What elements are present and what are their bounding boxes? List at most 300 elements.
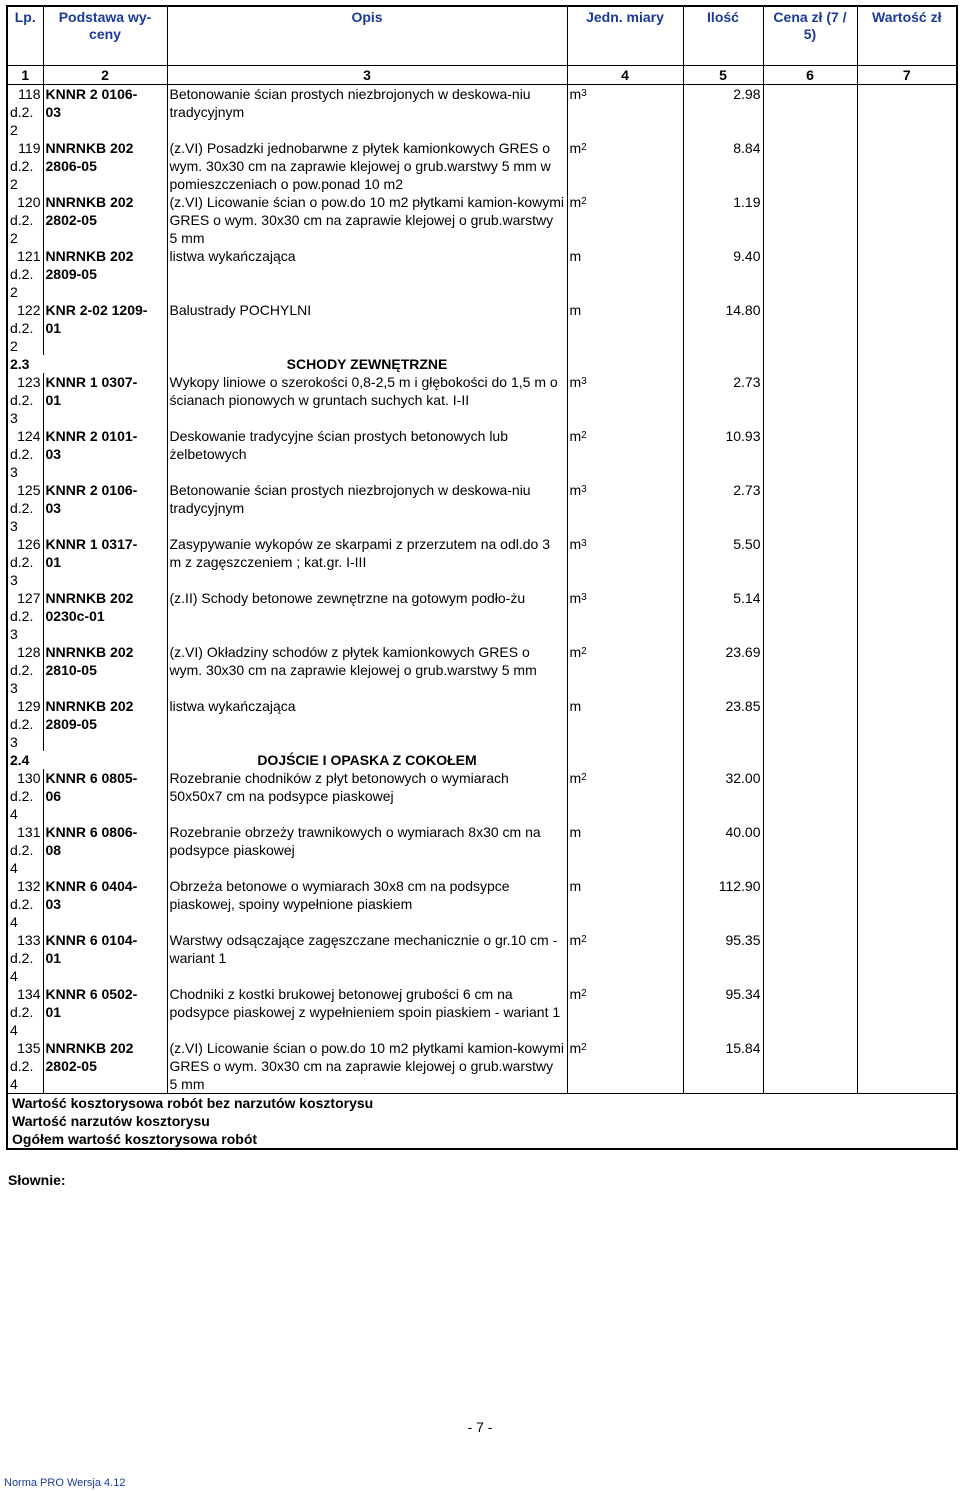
row-value <box>857 373 957 427</box>
row-value <box>857 535 957 589</box>
row-unit <box>567 877 683 931</box>
row-description: Deskowanie tradycyjne ścian prostych betonowych lub żelbetowych <box>167 427 567 481</box>
section-title: SCHODY ZEWNĘTRZNE <box>167 355 567 373</box>
row-price <box>763 877 857 931</box>
row-quantity: 5.14 <box>683 589 763 643</box>
column-number: 4 <box>567 66 683 85</box>
row-lp-section: d.2. <box>10 212 34 228</box>
row-lp-number: 129 <box>17 698 41 714</box>
row-basis-position: 2802-05 <box>45 212 97 228</box>
row-basis-position: 01 <box>45 950 62 966</box>
row-lp-subsection: 3 <box>10 410 18 426</box>
row-lp-section: d.2. <box>10 1058 34 1074</box>
software-footer: Norma PRO Wersja 4.12 <box>4 1477 126 1489</box>
section-title: DOJŚCIE I OPASKA Z COKOŁEM <box>167 751 567 769</box>
row-unit-base: m <box>569 1040 582 1056</box>
table-body <box>7 85 957 1094</box>
row-lp-section: d.2. <box>10 788 34 804</box>
row-unit <box>567 823 683 877</box>
row-basis-catalog: NNRNKB 202 <box>45 644 134 660</box>
row-value <box>857 931 957 985</box>
row-quantity: 10.93 <box>683 427 763 481</box>
row-price <box>763 1039 857 1094</box>
row-price <box>763 139 857 193</box>
row-unit-base: m <box>569 986 582 1002</box>
row-quantity: 5.50 <box>683 535 763 589</box>
row-basis <box>43 301 167 355</box>
row-value <box>857 697 957 751</box>
row-basis <box>43 373 167 427</box>
row-price <box>763 769 857 823</box>
row-lp-section: d.2. <box>10 662 34 678</box>
row-lp-number: 132 <box>17 878 41 894</box>
row-description: listwa wykańczająca <box>167 247 567 301</box>
row-basis-catalog: KNNR 2 0106- <box>45 86 138 102</box>
header-unit: Jedn. miary <box>567 6 683 66</box>
row-lp-section: d.2. <box>10 158 34 174</box>
row-lp-number: 118 <box>18 86 41 102</box>
row-unit-base: m <box>569 824 582 840</box>
row-lp <box>7 373 43 427</box>
row-lp-number: 133 <box>17 932 41 948</box>
row-basis <box>43 193 167 247</box>
row-lp-number: 128 <box>17 644 41 660</box>
row-description: Warstwy odsączające zagęszczane mechanicznie o gr.10 cm - wariant 1 <box>167 931 567 985</box>
summary-label: Ogółem wartość kosztorysowa robót <box>7 1130 957 1149</box>
row-basis-catalog: KNNR 6 0404- <box>45 878 138 894</box>
row-value <box>857 193 957 247</box>
row-unit <box>567 193 683 247</box>
row-basis-position: 03 <box>45 500 62 516</box>
row-description: (z.II) Schody betonowe zewnętrzne na gotowym podło-żu <box>167 589 567 643</box>
row-lp-section: d.2. <box>10 608 34 624</box>
row-description: Zasypywanie wykopów ze skarpami z przerzutem na odl.do 3 m z zagęszczeniem ; kat.gr. I-III <box>167 535 567 589</box>
row-value <box>857 823 957 877</box>
row-quantity: 32.00 <box>683 769 763 823</box>
row-basis-catalog: KNNR 6 0502- <box>45 986 138 1002</box>
row-lp <box>7 877 43 931</box>
table-row <box>7 373 957 427</box>
row-quantity: 40.00 <box>683 823 763 877</box>
row-description: Chodniki z kostki brukowej betonowej grubości 6 cm na podsypce piaskowej z wypełnieniem spoin piaskiem - wariant 1 <box>167 985 567 1039</box>
row-description: Wykopy liniowe o szerokości 0,8-2,5 m i głębokości do 1,5 m o ścianach pionowych w gruntach suchych kat. I-II <box>167 373 567 427</box>
row-lp-number: 125 <box>17 482 41 498</box>
row-value <box>857 643 957 697</box>
summary-body <box>7 1094 957 1150</box>
row-basis-catalog: NNRNKB 202 <box>45 590 134 606</box>
row-basis <box>43 589 167 643</box>
row-basis <box>43 643 167 697</box>
row-unit-base: m <box>569 374 582 390</box>
row-basis-catalog: KNNR 6 0806- <box>45 824 138 840</box>
row-unit-base: m <box>569 482 582 498</box>
row-lp-section: d.2. <box>10 554 34 570</box>
row-basis-position: 2810-05 <box>45 662 97 678</box>
table-row <box>7 769 957 823</box>
row-basis-position: 2806-05 <box>45 158 97 174</box>
row-lp-section: d.2. <box>10 950 34 966</box>
row-unit <box>567 247 683 301</box>
row-lp <box>7 85 43 140</box>
empty-cell <box>567 355 683 373</box>
row-lp <box>7 139 43 193</box>
row-basis-catalog: KNNR 1 0317- <box>45 536 138 552</box>
row-unit <box>567 535 683 589</box>
table-row <box>7 643 957 697</box>
section-header-row <box>7 751 957 769</box>
row-lp <box>7 985 43 1039</box>
table-row <box>7 481 957 535</box>
section-header-row <box>7 355 957 373</box>
row-lp-number: 135 <box>17 1040 41 1056</box>
row-price <box>763 931 857 985</box>
row-basis-catalog: KNNR 1 0307- <box>45 374 138 390</box>
row-price <box>763 643 857 697</box>
row-basis <box>43 247 167 301</box>
row-basis <box>43 877 167 931</box>
row-lp-subsection: 2 <box>10 284 18 300</box>
row-unit <box>567 85 683 140</box>
header-basis: Podstawa wy-ceny <box>43 6 167 66</box>
row-quantity: 2.98 <box>683 85 763 140</box>
row-unit-base: m <box>569 770 582 786</box>
row-quantity: 1.19 <box>683 193 763 247</box>
row-lp-subsection: 2 <box>10 122 18 138</box>
row-lp-number: 126 <box>17 536 41 552</box>
table-header-row <box>7 6 957 66</box>
row-unit-base: m <box>569 932 582 948</box>
row-unit <box>567 301 683 355</box>
summary-label: Wartość narzutów kosztorysu <box>7 1112 957 1130</box>
row-lp-subsection: 4 <box>10 860 18 876</box>
row-price <box>763 247 857 301</box>
table-row <box>7 427 957 481</box>
row-lp-number: 131 <box>17 824 41 840</box>
section-number: 2.3 <box>7 355 167 373</box>
row-lp-subsection: 4 <box>10 806 18 822</box>
row-basis-catalog: KNNR 2 0106- <box>45 482 138 498</box>
row-price <box>763 697 857 751</box>
row-lp-number: 134 <box>17 986 41 1002</box>
row-basis-position: 2809-05 <box>45 716 97 732</box>
row-description: (z.VI) Licowanie ścian o pow.do 10 m2 płytkami kamion-kowymi GRES o wym. 30x30 cm na zaprawie klejowej o grub.warstwy 5 mm <box>167 193 567 247</box>
row-basis-position: 03 <box>45 446 62 462</box>
row-unit-base: m <box>569 698 582 714</box>
row-lp-subsection: 4 <box>10 968 18 984</box>
row-basis-catalog: NNRNKB 202 <box>45 698 134 714</box>
empty-cell <box>763 751 857 769</box>
header-qty: Ilość <box>683 6 763 66</box>
summary-row <box>7 1112 957 1130</box>
row-value <box>857 481 957 535</box>
summary-label: Wartość kosztorysowa robót bez narzutów kosztorysu <box>7 1094 957 1113</box>
empty-cell <box>567 751 683 769</box>
row-basis-position: 01 <box>45 554 62 570</box>
row-unit-exponent: 2 <box>581 988 587 999</box>
row-unit-exponent: 2 <box>581 196 587 207</box>
row-lp <box>7 1039 43 1094</box>
row-basis-position: 2802-05 <box>45 1058 97 1074</box>
row-description: Rozebranie chodników z płyt betonowych o wymiarach 50x50x7 cm na podsypce piaskowej <box>167 769 567 823</box>
row-lp-section: d.2. <box>10 716 34 732</box>
row-basis <box>43 535 167 589</box>
row-unit-exponent: 3 <box>581 484 587 495</box>
row-value <box>857 301 957 355</box>
row-basis-position: 0230c-01 <box>45 608 105 624</box>
row-basis-catalog: NNRNKB 202 <box>45 1040 134 1056</box>
row-description: (z.VI) Licowanie ścian o pow.do 10 m2 płytkami kamion-kowymi GRES o wym. 30x30 cm na zaprawie klejowej o grub.warstwy 5 mm <box>167 1039 567 1094</box>
empty-cell <box>683 751 763 769</box>
row-lp <box>7 301 43 355</box>
row-value <box>857 589 957 643</box>
row-lp-section: d.2. <box>10 842 34 858</box>
row-basis-position: 01 <box>45 1004 62 1020</box>
row-unit-base: m <box>569 302 582 318</box>
row-unit-exponent: 3 <box>581 88 587 99</box>
table-row <box>7 697 957 751</box>
row-lp-subsection: 3 <box>10 734 18 750</box>
row-basis-position: 2809-05 <box>45 266 97 282</box>
row-lp <box>7 247 43 301</box>
row-price <box>763 589 857 643</box>
row-lp-subsection: 2 <box>10 176 18 192</box>
row-lp-subsection: 4 <box>10 1076 18 1092</box>
row-basis-catalog: KNNR 2 0101- <box>45 428 138 444</box>
row-lp-number: 130 <box>17 770 41 786</box>
row-value <box>857 247 957 301</box>
table-row <box>7 85 957 140</box>
summary-row <box>7 1094 957 1113</box>
row-quantity: 8.84 <box>683 139 763 193</box>
row-quantity: 9.40 <box>683 247 763 301</box>
row-basis-position: 01 <box>45 392 62 408</box>
row-basis <box>43 481 167 535</box>
section-number: 2.4 <box>7 751 167 769</box>
row-unit-exponent: 2 <box>581 934 587 945</box>
table-row <box>7 1039 957 1094</box>
row-quantity: 23.69 <box>683 643 763 697</box>
row-lp-number: 122 <box>17 302 41 318</box>
row-lp-section: d.2. <box>10 446 34 462</box>
row-lp <box>7 769 43 823</box>
row-lp-section: d.2. <box>10 320 34 336</box>
row-quantity: 23.85 <box>683 697 763 751</box>
row-unit <box>567 373 683 427</box>
row-price <box>763 373 857 427</box>
row-quantity: 95.35 <box>683 931 763 985</box>
empty-cell <box>763 355 857 373</box>
header-desc: Opis <box>167 6 567 66</box>
row-basis-position: 01 <box>45 320 62 336</box>
row-lp-subsection: 4 <box>10 1022 18 1038</box>
row-lp <box>7 481 43 535</box>
row-lp-number: 119 <box>18 140 41 156</box>
row-basis <box>43 769 167 823</box>
column-number: 5 <box>683 66 763 85</box>
row-lp-subsection: 3 <box>10 626 18 642</box>
table-row <box>7 877 957 931</box>
row-quantity: 14.80 <box>683 301 763 355</box>
table-row <box>7 193 957 247</box>
row-price <box>763 481 857 535</box>
row-unit-exponent: 2 <box>581 772 587 783</box>
row-basis-catalog: NNRNKB 202 <box>45 140 134 156</box>
row-basis <box>43 823 167 877</box>
empty-cell <box>857 751 957 769</box>
row-unit <box>567 769 683 823</box>
column-number: 6 <box>763 66 857 85</box>
row-value <box>857 769 957 823</box>
table-row <box>7 931 957 985</box>
row-unit-exponent: 2 <box>581 646 587 657</box>
row-value <box>857 877 957 931</box>
table-row <box>7 247 957 301</box>
row-lp-number: 124 <box>17 428 41 444</box>
row-lp-number: 120 <box>17 194 41 210</box>
row-lp-subsection: 2 <box>10 338 18 354</box>
row-lp-subsection: 3 <box>10 572 18 588</box>
row-basis-catalog: NNRNKB 202 <box>45 194 134 210</box>
column-number: 3 <box>167 66 567 85</box>
row-lp-number: 123 <box>17 374 41 390</box>
row-quantity: 95.34 <box>683 985 763 1039</box>
row-lp-section: d.2. <box>10 1004 34 1020</box>
column-number-row <box>7 66 957 85</box>
row-description: Rozebranie obrzeży trawnikowych o wymiarach 8x30 cm na podsypce piaskowej <box>167 823 567 877</box>
row-description: Betonowanie ścian prostych niezbrojonych w deskowa-niu tradycyjnym <box>167 481 567 535</box>
row-basis-catalog: KNNR 6 0805- <box>45 770 138 786</box>
row-price <box>763 85 857 140</box>
row-unit-exponent: 2 <box>581 142 587 153</box>
row-value <box>857 85 957 140</box>
row-basis-catalog: NNRNKB 202 <box>45 248 134 264</box>
row-lp-subsection: 3 <box>10 464 18 480</box>
header-price: Cena zł (7 / 5) <box>763 6 857 66</box>
row-lp-subsection: 3 <box>10 518 18 534</box>
row-lp <box>7 589 43 643</box>
row-lp <box>7 823 43 877</box>
row-quantity: 2.73 <box>683 373 763 427</box>
column-number: 2 <box>43 66 167 85</box>
row-basis-position: 08 <box>45 842 62 858</box>
row-basis <box>43 1039 167 1094</box>
row-description: Balustrady POCHYLNI <box>167 301 567 355</box>
row-basis <box>43 139 167 193</box>
row-unit-base: m <box>569 194 582 210</box>
row-lp-section: d.2. <box>10 104 34 120</box>
row-unit <box>567 931 683 985</box>
row-basis <box>43 985 167 1039</box>
row-lp <box>7 535 43 589</box>
row-lp-section: d.2. <box>10 500 34 516</box>
row-unit <box>567 427 683 481</box>
row-basis-catalog: KNNR 6 0104- <box>45 932 138 948</box>
row-basis <box>43 427 167 481</box>
table-row <box>7 589 957 643</box>
row-unit-base: m <box>569 878 582 894</box>
header-lp: Lp. <box>7 6 43 66</box>
row-unit-base: m <box>569 644 582 660</box>
row-unit-base: m <box>569 428 582 444</box>
row-lp-subsection: 2 <box>10 230 18 246</box>
row-quantity: 112.90 <box>683 877 763 931</box>
row-basis-position: 06 <box>45 788 62 804</box>
header-value: Wartość zł <box>857 6 957 66</box>
row-unit-base: m <box>569 248 582 264</box>
cost-estimate-table <box>6 5 958 1150</box>
row-price <box>763 823 857 877</box>
row-quantity: 2.73 <box>683 481 763 535</box>
table-row <box>7 823 957 877</box>
table-row <box>7 301 957 355</box>
in-words-label: Słownie: <box>8 1172 66 1188</box>
column-number: 1 <box>7 66 43 85</box>
table-row <box>7 139 957 193</box>
row-lp-section: d.2. <box>10 266 34 282</box>
row-unit-exponent: 2 <box>581 430 587 441</box>
row-price <box>763 427 857 481</box>
row-unit <box>567 139 683 193</box>
row-basis <box>43 697 167 751</box>
row-value <box>857 139 957 193</box>
row-unit <box>567 697 683 751</box>
row-price <box>763 301 857 355</box>
row-lp <box>7 697 43 751</box>
row-price <box>763 985 857 1039</box>
row-basis <box>43 85 167 140</box>
row-value <box>857 427 957 481</box>
row-lp-number: 121 <box>17 248 41 264</box>
table-row <box>7 985 957 1039</box>
row-unit-exponent: 2 <box>581 1042 587 1053</box>
summary-row <box>7 1130 957 1149</box>
row-lp-subsection: 3 <box>10 680 18 696</box>
row-description: Betonowanie ścian prostych niezbrojonych w deskowa-niu tradycyjnym <box>167 85 567 140</box>
row-lp-section: d.2. <box>10 896 34 912</box>
row-description: (z.VI) Posadzki jednobarwne z płytek kamionkowych GRES o wym. 30x30 cm na zaprawie klejowej o grub.warstwy 5 mm w pomieszczeniach o pow.ponad 10 m2 <box>167 139 567 193</box>
row-price <box>763 193 857 247</box>
row-unit <box>567 589 683 643</box>
row-unit-base: m <box>569 140 582 156</box>
row-unit <box>567 481 683 535</box>
row-unit-base: m <box>569 86 582 102</box>
row-unit <box>567 643 683 697</box>
table-row <box>7 535 957 589</box>
row-basis <box>43 931 167 985</box>
row-price <box>763 535 857 589</box>
row-unit-exponent: 3 <box>581 538 587 549</box>
empty-cell <box>683 355 763 373</box>
row-description: Obrzeża betonowe o wymiarach 30x8 cm na podsypce piaskowej, spoiny wypełnione piaskiem <box>167 877 567 931</box>
page-number: - 7 - <box>467 1419 493 1435</box>
row-unit <box>567 1039 683 1094</box>
row-lp-subsection: 4 <box>10 914 18 930</box>
row-unit-exponent: 3 <box>581 592 587 603</box>
row-lp <box>7 427 43 481</box>
row-lp-number: 127 <box>17 590 41 606</box>
row-quantity: 15.84 <box>683 1039 763 1094</box>
row-description: (z.VI) Okładziny schodów z płytek kamionkowych GRES o wym. 30x30 cm na zaprawie klejowej o grub.warstwy 5 mm <box>167 643 567 697</box>
row-lp <box>7 931 43 985</box>
row-unit-base: m <box>569 536 582 552</box>
row-unit <box>567 985 683 1039</box>
row-unit-base: m <box>569 590 582 606</box>
row-basis-catalog: KNR 2-02 1209- <box>45 302 148 318</box>
row-basis-position: 03 <box>45 104 62 120</box>
row-lp <box>7 643 43 697</box>
row-basis-position: 03 <box>45 896 62 912</box>
row-value <box>857 985 957 1039</box>
